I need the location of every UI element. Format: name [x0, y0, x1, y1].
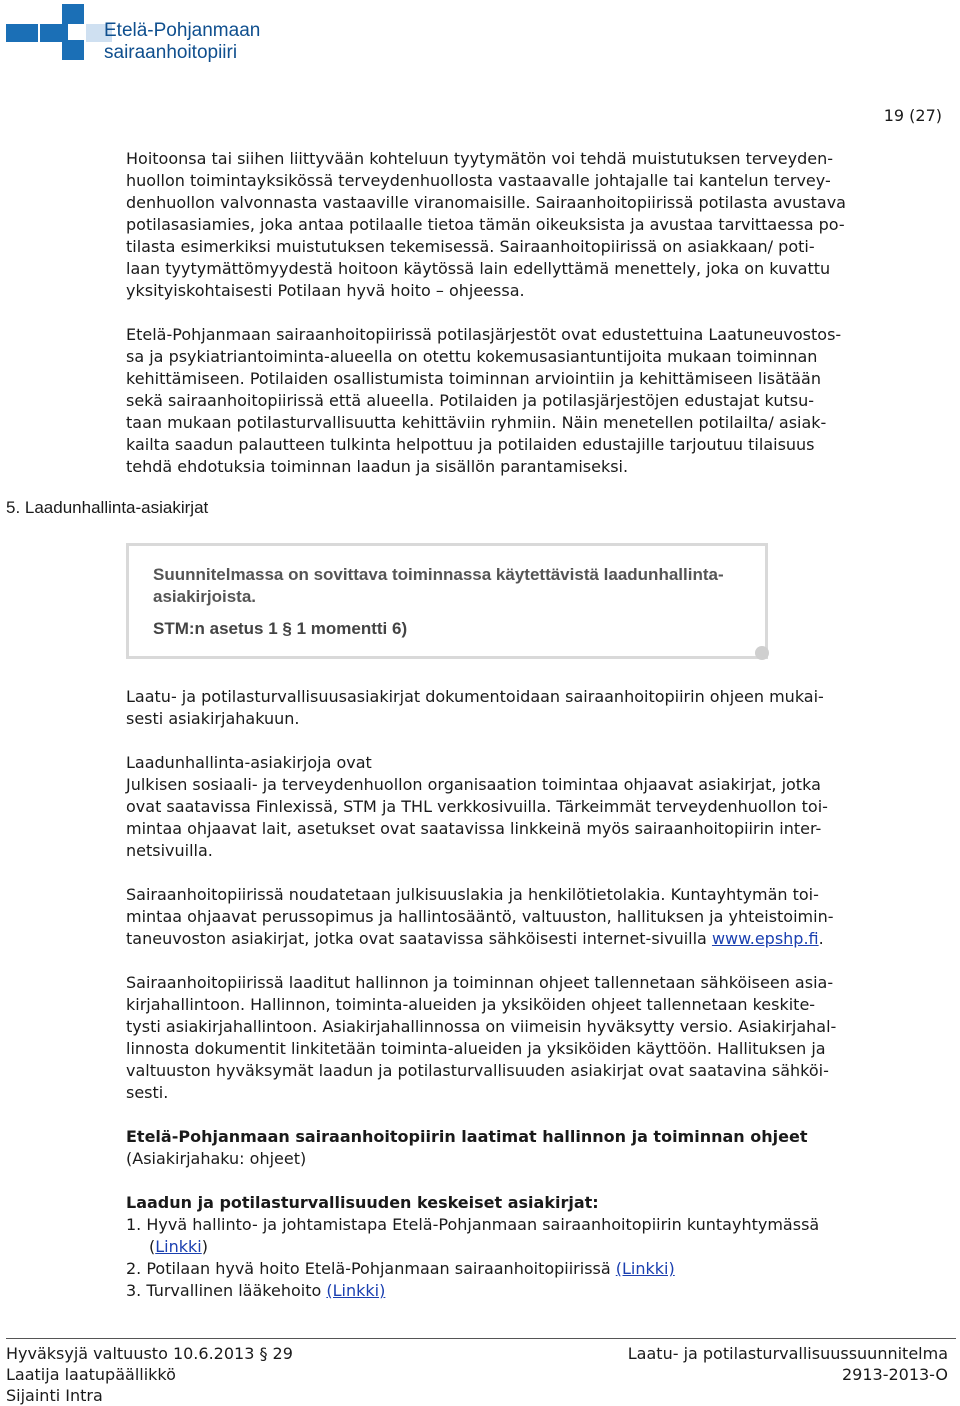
list-item: 2. Potilaan hyvä hoito Etelä-Pohjanmaan sairaanhoitopiirissä [126, 1259, 616, 1278]
link-medication[interactable]: (Linkki) [326, 1281, 386, 1300]
logo-mark [6, 24, 38, 42]
section-body [126, 686, 926, 1302]
callout-reference: STM:n asetus 1 § 1 momentti 6) [153, 619, 408, 638]
body-paragraph-4: Sairaanhoitopiirissä laaditut hallinnon ja toiminnan ohjeet tallennetaan sähköiseen asia- kirjahallintoon. Hallinnon, toiminta-alueiden ja yksiköiden ohjeet tallennetaan keskite- tysti asiakirjahallintoon. Asiakirjahallinnossa on viimeisin hyväksytty versio. Asiakirjahal- linnosta dokumentit linkitetään toiminta-alueiden ja yksiköiden käyttöön. Hallituksen ja valtuuston hyväksymät laadun ja potilasturvallisuuden asiakirjat ovat saatavina sähköi- sesti. [126, 973, 837, 1102]
callout-corner-dot [755, 646, 769, 660]
guidelines-title: Etelä-Pohjanmaan sairaanhoitopiirin laatimat hallinnon ja toiminnan ohjeet [126, 1127, 808, 1146]
link-patient-care[interactable]: (Linkki) [615, 1259, 675, 1278]
body-paragraph-5 [126, 1126, 926, 1170]
guidelines-subtitle: (Asiakirjahaku: ohjeet) [126, 1149, 307, 1168]
footer-doc-number: 2913-2013-O [841, 1365, 948, 1384]
key-documents-list: Laadun ja potilasturvallisuuden keskeiset asiakirjat: 1. Hyvä hallinto- ja johtamistapa Etelä-Pohjanmaan sairaanhoitopiirin kuntayhtymässä (Linkki) 2. Potilaan hyvä hoito Etelä-Pohjanmaan sairaanhoitopiirissä (Linkki) 3. Turvallinen lääkehoito (Linkki) [126, 1193, 820, 1300]
page-number: 19 (27) [883, 106, 942, 125]
callout-title: Suunnitelmassa on sovittava toiminnassa käytettävistä laadunhallinta-asiakirjoista. [153, 565, 724, 606]
page-footer [6, 1343, 948, 1406]
body-paragraph-3: Sairaanhoitopiirissä noudatetaan julkisuuslakia ja henkilötietolakia. Kuntayhtymän toi- mintaa ohjaavat perussopimus ja hallintosääntö, valtuuston, hallituksen ja yhteistoimin- taneuvoston asiakirjat, jotka ovat saatavissa sähköisesti internet-sivuilla www.epshp.fi. [126, 885, 834, 948]
logo-line-1: Etelä-Pohjanmaan [104, 20, 261, 41]
footer-divider [6, 1338, 956, 1339]
list-heading: Laadun ja potilasturvallisuuden keskeiset asiakirjat: [126, 1193, 599, 1212]
footer-doc-title: Laatu- ja potilasturvallisuussuunnitelma [627, 1344, 948, 1363]
epshp-link[interactable]: www.epshp.fi [711, 929, 819, 948]
section-heading: 5. Laadunhallinta-asiakirjat [6, 498, 209, 517]
link-governance[interactable]: Linkki [155, 1237, 202, 1256]
footer-author: Laatija laatupäällikkö [6, 1365, 176, 1384]
body-paragraph-1: Laatu- ja potilasturvallisuusasiakirjat dokumentoidaan sairaanhoitopiirin ohjeen mukai- sesti asiakirjahakuun. [126, 687, 824, 728]
intro-text [126, 148, 926, 478]
list-item: 3. Turvallinen lääkehoito [126, 1281, 327, 1300]
body-paragraph-2: Laadunhallinta-asiakirjoja ovat Julkisen sosiaali- ja terveydenhuollon organisaation toimintaa ohjaavat asiakirjat, jotka ovat saatavissa Finlexissä, STM ja THL verkkosivuilla. Tärkeimmät terveydenhuollon toi- mintaa ohjaavat lait, asetukset ovat saatavissa linkkeinä myös sairaanhoitopiirin inter- netsivuilla. [126, 753, 828, 860]
requirement-callout [126, 543, 768, 659]
footer-location: Sijainti Intra [6, 1386, 103, 1405]
logo-line-2: sairaanhoitopiiri [104, 42, 238, 63]
footer-approver: Hyväksyjä valtuusto 10.6.2013 § 29 [6, 1344, 293, 1363]
intro-paragraph-1: Hoitoonsa tai siihen liittyvään kohteluun tyytymätön voi tehdä muistutuksen terveyden- huollon toimintayksikössä terveydenhuollosta vastaavalle johtajalle tai kantelun tervey- denhuollon valvonnasta vastaaville viranomaisille. Sairaanhoitopiirissä potilasta avustava potilasasiamies, joka antaa potilaalle tietoa tämän oikeuksista ja avustaa tarvittaessa po- tilasta esimerkiksi muistutuksen tekemisessä. Sairaanhoitopiirissä on asiakkaan/ poti- laan tyytymättömyydestä hoitoon käytössä lain edellyttämä menettely, joka on kuvattu yksityiskohtaisesti Potilaan hyvä hoito – ohjeessa. [126, 149, 846, 300]
logo-text [104, 20, 260, 64]
intro-paragraph-2: Etelä-Pohjanmaan sairaanhoitopiirissä potilasjärjestöt ovat edustettuina Laatuneuvostos- sa ja psykiatriantoiminta-alueella on otettu kokemusasiantuntijoita mukaan toiminnan kehittämiseen. Potilaiden osallistumista toiminnan arviointiin ja kehittämiseen lisätään sekä sairaanhoitopiirissä että alueella. Potilaiden ja potilasjärjestöjen edustajat kutsu- taan mukaan potilasturvallisuutta kehittäviin ryhmiin. Näin menetellen potilailta/ asiak- kailta saadun palautteen tulkinta helpottuu ja potilaiden edustajille tarjoutuu tilaisuus tehdä ehdotuksia toiminnan laadun ja sisällön parantamiseksi. [126, 325, 842, 476]
organization-logo [6, 2, 306, 70]
list-item: 1. Hyvä hallinto- ja johtamistapa Etelä-Pohjanmaan sairaanhoitopiirin kuntayhtymässä [126, 1215, 820, 1234]
